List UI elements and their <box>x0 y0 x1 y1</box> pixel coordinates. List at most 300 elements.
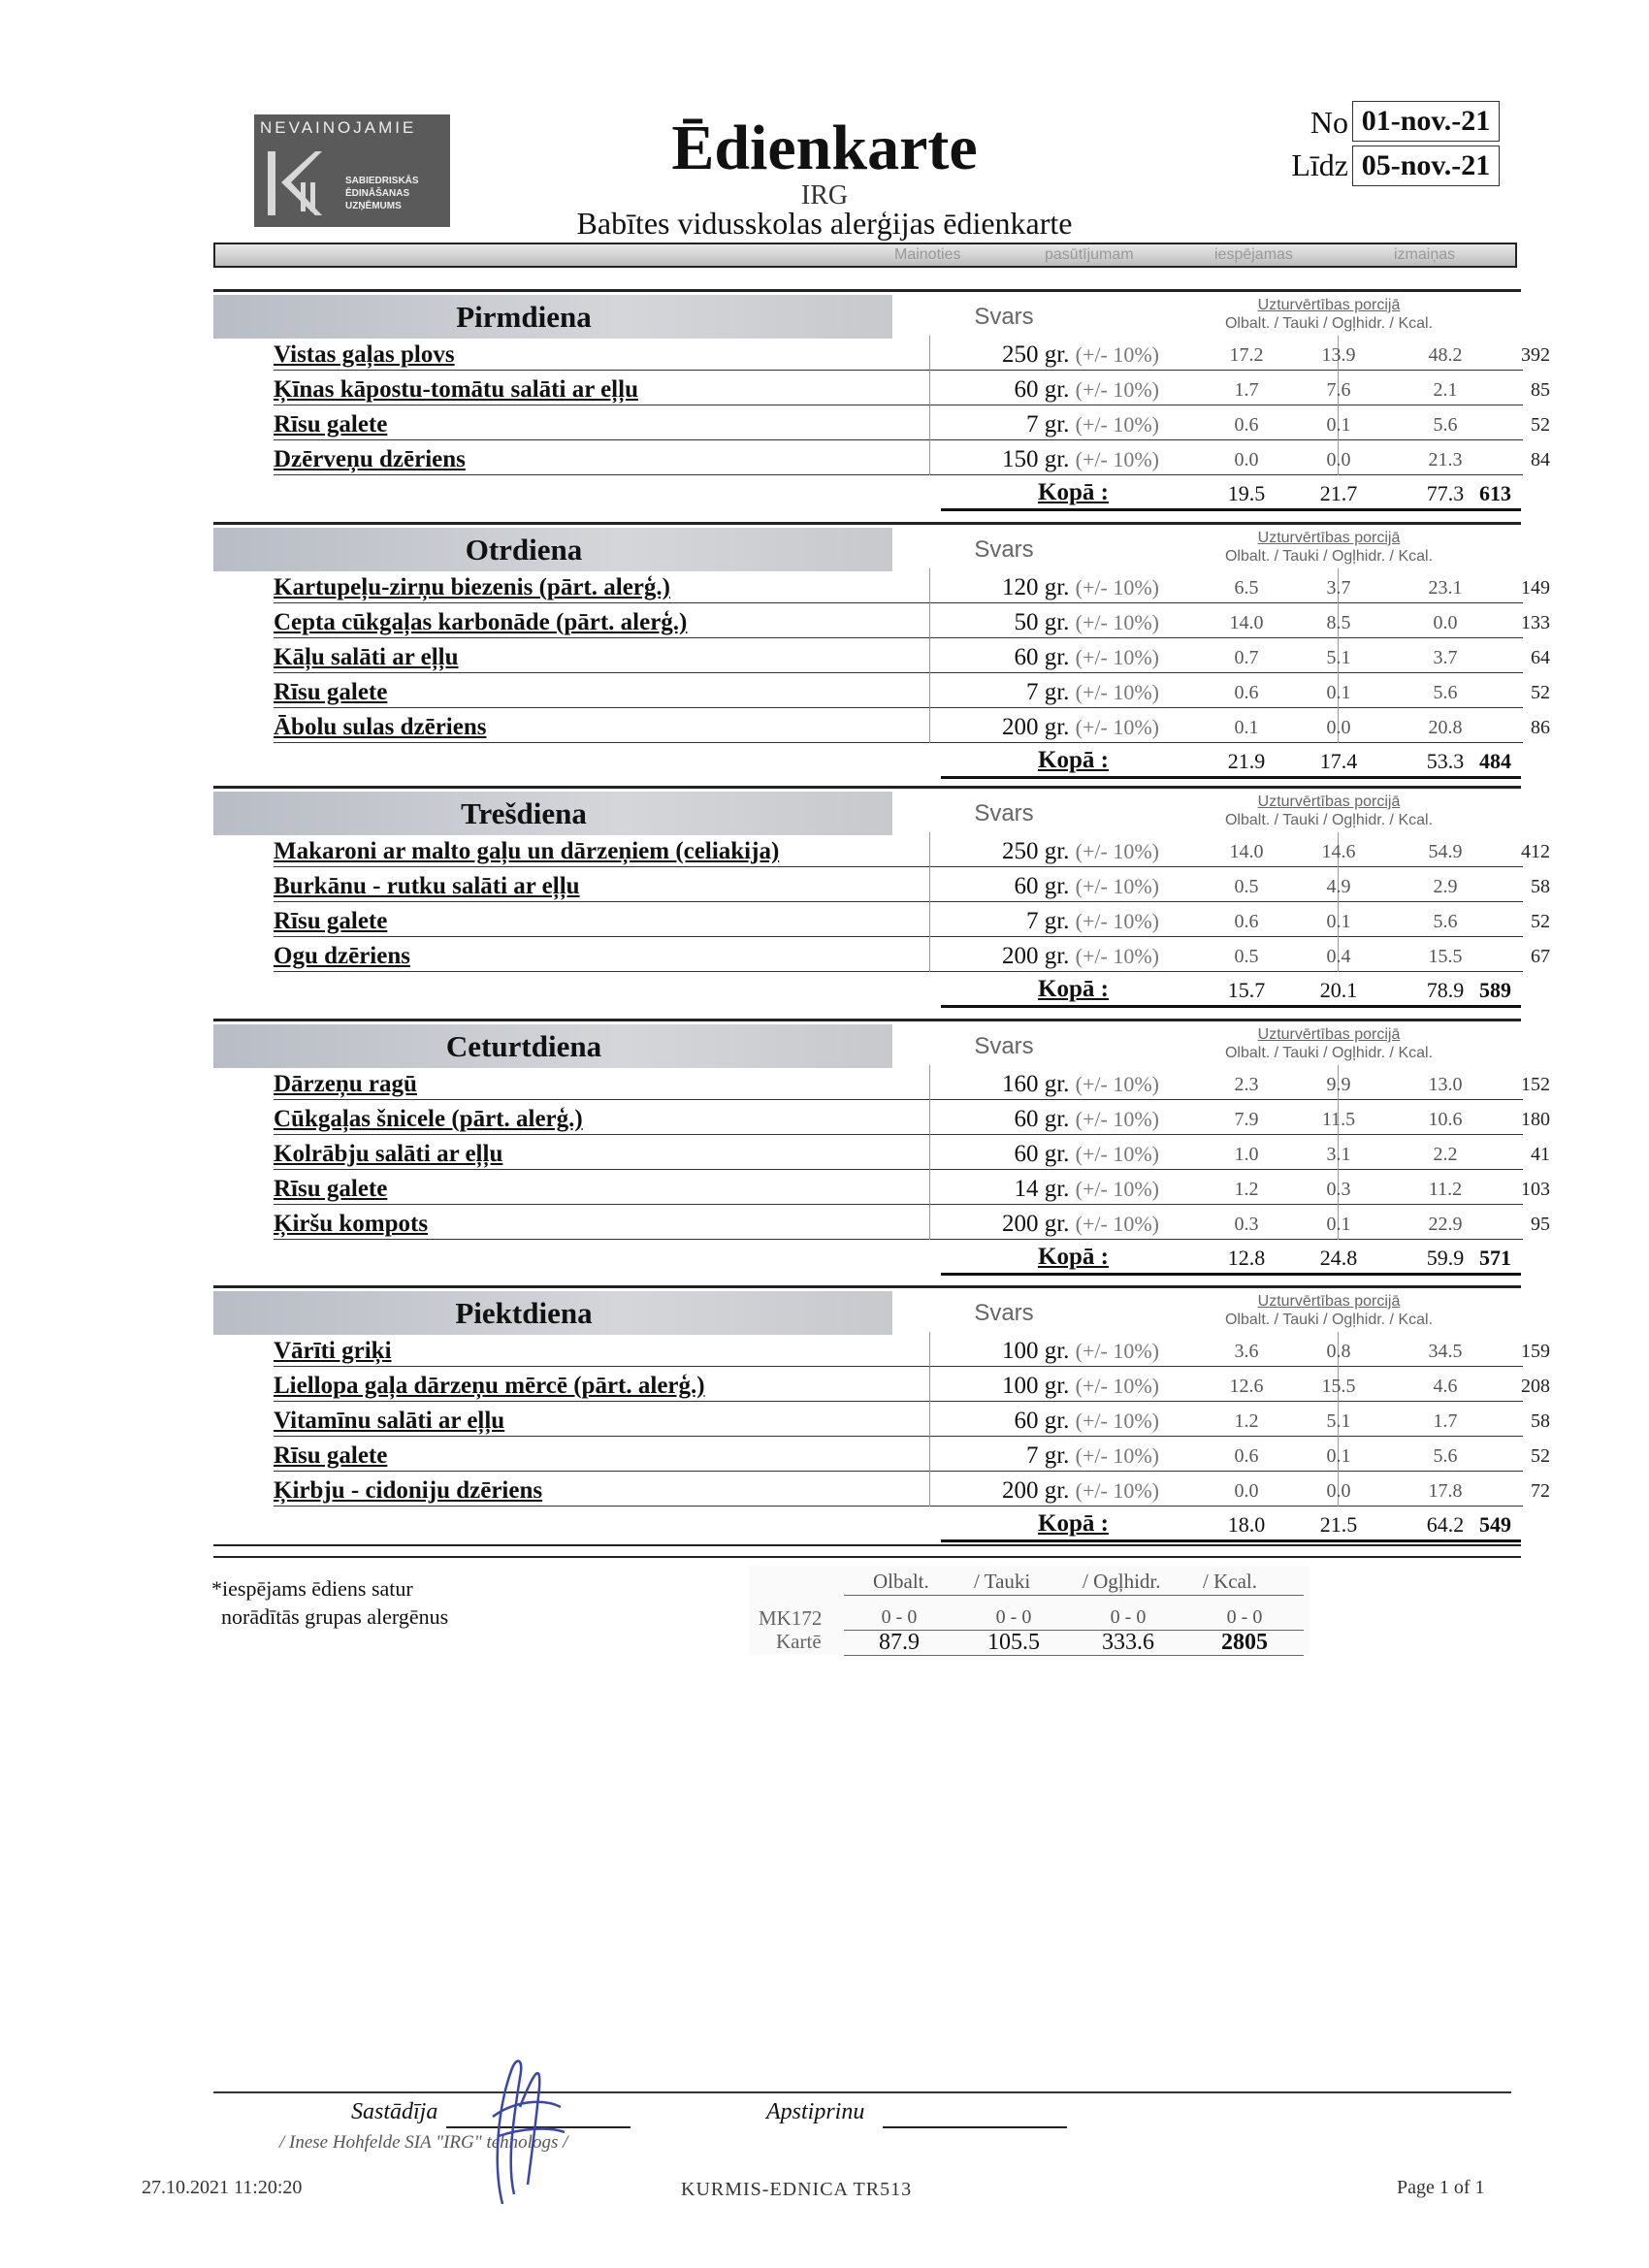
summary-row-label: MK172 <box>759 1606 823 1630</box>
nutrition-header <box>1145 1292 1513 1329</box>
approved-sign-line <box>883 2126 1067 2128</box>
carb-value: 15.5 <box>1428 946 1463 967</box>
dish-weight <box>931 574 1159 601</box>
notice-word: Mainoties <box>894 246 961 263</box>
dish-weight <box>931 1176 1159 1203</box>
fat-value: 3.1 <box>1326 1144 1351 1165</box>
kcal-value: 85 <box>1531 379 1550 401</box>
total-carb: 59.9 <box>1426 1246 1465 1270</box>
total-kcal: 589 <box>1479 978 1511 1002</box>
day-total-row <box>941 743 1521 779</box>
protein-value: 0.7 <box>1234 647 1259 668</box>
summary-header: / Ogļhidr. <box>1083 1570 1161 1593</box>
protein-value: 0.5 <box>1234 946 1259 967</box>
protein-value: 1.2 <box>1234 1179 1259 1200</box>
dish-weight <box>931 376 1159 404</box>
fat-value: 7.6 <box>1326 379 1351 401</box>
total-label: Kopā : <box>1038 1244 1109 1270</box>
kcal-value: 52 <box>1531 911 1550 932</box>
carb-value: 13.0 <box>1428 1074 1463 1095</box>
day-header <box>213 289 1521 339</box>
carb-value: 0.0 <box>1433 612 1458 633</box>
weight-value: 60 gr. <box>1014 1408 1070 1434</box>
kcal-value: 208 <box>1521 1376 1550 1397</box>
weight-value: 60 gr. <box>1014 873 1070 899</box>
protein-value: 1.2 <box>1234 1410 1259 1432</box>
day-header <box>213 786 1521 835</box>
carb-value: 22.9 <box>1428 1214 1463 1235</box>
allergen-note-line: *iespējams ēdiens satur <box>211 1576 413 1601</box>
weight-value: 200 gr. <box>1001 1211 1070 1237</box>
dish-name: Makaroni ar malto gaļu un dārzeņiem (celiakija) <box>274 838 780 864</box>
weight-header: Svars <box>974 1033 1034 1059</box>
dish-row <box>252 1100 1550 1135</box>
weight-tolerance: (+/- 10%) <box>1075 342 1159 367</box>
fat-value: 11.5 <box>1321 1109 1356 1130</box>
dish-row <box>252 1065 1550 1100</box>
kcal-value: 149 <box>1521 577 1550 599</box>
total-fat: 21.5 <box>1319 1512 1358 1537</box>
carb-value: 5.6 <box>1433 682 1458 703</box>
protein-value: 14.0 <box>1229 841 1264 862</box>
weight-tolerance: (+/- 10%) <box>1075 1177 1159 1201</box>
summary-total: 105.5 <box>987 1630 1040 1655</box>
fat-value: 0.3 <box>1326 1179 1351 1200</box>
dish-name: Rīsu galete <box>274 1176 388 1202</box>
carb-value: 2.2 <box>1433 1144 1458 1165</box>
weight-tolerance: (+/- 10%) <box>1075 874 1159 898</box>
summary-total: 87.9 <box>879 1630 920 1655</box>
carb-value: 5.6 <box>1433 1445 1458 1467</box>
dish-name: Cūkgaļas šnicele (pārt. alerģ.) <box>274 1106 583 1132</box>
total-protein: 19.5 <box>1227 481 1266 505</box>
dish-weight <box>931 1408 1159 1435</box>
fat-value: 0.1 <box>1326 1214 1351 1235</box>
nutrition-header <box>1145 296 1513 333</box>
weight-value: 7 gr. <box>1025 411 1070 437</box>
document-code: KURMIS-EDNICA TR513 <box>681 2179 913 2200</box>
weight-tolerance: (+/- 10%) <box>1075 1374 1159 1398</box>
summary-total: 333.6 <box>1102 1630 1154 1655</box>
approved-label: Apstiprinu <box>766 2099 865 2124</box>
dish-name: Liellopa gaļa dārzeņu mērcē (pārt. alerģ.) <box>274 1373 705 1399</box>
total-carb: 64.2 <box>1426 1512 1465 1537</box>
total-fat: 21.7 <box>1319 481 1358 505</box>
protein-value: 0.1 <box>1234 717 1259 738</box>
weight-tolerance: (+/- 10%) <box>1075 839 1159 863</box>
protein-value: 0.5 <box>1234 876 1259 897</box>
kcal-value: 159 <box>1521 1341 1550 1362</box>
fat-value: 13.9 <box>1321 344 1356 366</box>
day-name: Piektdiena <box>213 1291 892 1335</box>
total-label: Kopā : <box>1038 747 1109 773</box>
total-kcal: 484 <box>1479 749 1511 773</box>
dish-row <box>252 603 1550 638</box>
nutrition-header <box>1145 529 1513 566</box>
dish-row <box>252 708 1550 743</box>
summary-table <box>749 1566 1310 1655</box>
dish-name: Ķīnas kāpostu-tomātu salāti ar eļļu <box>274 376 638 403</box>
weight-tolerance: (+/- 10%) <box>1075 447 1159 471</box>
dish-row <box>252 867 1550 902</box>
carb-value: 5.6 <box>1433 911 1458 932</box>
nutrition-columns: Olbalt. / Tauki / Ogļhidr. / Kcal. <box>1224 812 1434 828</box>
dish-row <box>252 1367 1550 1402</box>
fat-value: 0.0 <box>1326 1480 1351 1502</box>
dish-name: Rīsu galete <box>274 1442 388 1469</box>
nutrition-title: Uzturvērtības porcijā <box>1257 1293 1401 1310</box>
kcal-value: 392 <box>1521 344 1550 366</box>
weight-tolerance: (+/- 10%) <box>1075 412 1159 437</box>
dish-row <box>252 336 1550 371</box>
dish-row <box>252 638 1550 673</box>
carb-value: 17.8 <box>1428 1480 1463 1502</box>
total-label: Kopā : <box>1038 976 1109 1002</box>
weight-value: 7 gr. <box>1025 908 1070 934</box>
dish-name: Ķirbju - cidoniju dzēriens <box>274 1477 543 1504</box>
protein-value: 2.3 <box>1234 1074 1259 1095</box>
day-name: Trešdiena <box>213 792 892 835</box>
kcal-value: 103 <box>1521 1179 1550 1200</box>
fat-value: 3.7 <box>1326 577 1351 599</box>
weight-value: 200 gr. <box>1001 943 1070 969</box>
weight-value: 50 gr. <box>1014 609 1070 635</box>
protein-value: 17.2 <box>1229 344 1264 366</box>
kcal-value: 152 <box>1521 1074 1550 1095</box>
carb-value: 11.2 <box>1428 1179 1463 1200</box>
menu-end-bar <box>213 1544 1521 1558</box>
day-total-row <box>941 972 1521 1008</box>
protein-value: 0.6 <box>1234 682 1259 703</box>
dish-name: Ķiršu kompots <box>274 1211 429 1237</box>
nutrition-columns: Olbalt. / Tauki / Ogļhidr. / Kcal. <box>1224 315 1434 332</box>
day-total-row <box>941 475 1521 511</box>
carb-value: 1.7 <box>1433 1410 1458 1432</box>
compiled-by: / Inese Hohfelde SIA "IRG" tehnologs / <box>279 2132 568 2153</box>
weight-value: 250 gr. <box>1001 341 1070 368</box>
dish-row <box>252 832 1550 867</box>
weight-tolerance: (+/- 10%) <box>1075 1107 1159 1131</box>
weight-value: 160 gr. <box>1001 1071 1070 1097</box>
dish-row <box>252 440 1550 475</box>
day-name: Otrdiena <box>213 528 892 571</box>
weight-value: 7 gr. <box>1025 679 1070 705</box>
dish-name: Rīsu galete <box>274 679 388 705</box>
weight-tolerance: (+/- 10%) <box>1075 1072 1159 1096</box>
carb-value: 54.9 <box>1428 841 1463 862</box>
dish-row <box>252 1437 1550 1472</box>
page-title: Ēdienkarte <box>671 113 978 183</box>
nutrition-header <box>1145 1025 1513 1062</box>
carb-value: 21.3 <box>1428 449 1463 470</box>
kcal-value: 133 <box>1521 612 1550 633</box>
dish-row <box>252 1170 1550 1205</box>
carb-value: 2.1 <box>1433 379 1458 401</box>
dish-name: Kāļu salāti ar eļļu <box>274 644 459 670</box>
dish-name: Ogu dzēriens <box>274 943 410 969</box>
carb-value: 34.5 <box>1428 1341 1463 1362</box>
dish-name: Kartupeļu-zirņu biezenis (pārt. alerģ.) <box>274 574 670 600</box>
dish-row <box>252 937 1550 972</box>
dish-weight <box>931 446 1159 473</box>
weight-value: 60 gr. <box>1014 1106 1070 1132</box>
fat-value: 14.6 <box>1321 841 1356 862</box>
dish-weight <box>931 908 1159 935</box>
dish-weight <box>931 838 1159 865</box>
weight-value: 200 gr. <box>1001 714 1070 740</box>
weight-value: 60 gr. <box>1014 1141 1070 1167</box>
carb-value: 48.2 <box>1428 344 1463 366</box>
dish-weight <box>931 1106 1159 1133</box>
dish-weight <box>931 609 1159 636</box>
kcal-value: 52 <box>1531 682 1550 703</box>
from-label: No <box>1310 105 1348 140</box>
summary-total: 2805 <box>1221 1630 1268 1655</box>
dish-name: Dārzeņu ragū <box>274 1071 417 1097</box>
total-carb: 78.9 <box>1426 978 1465 1002</box>
protein-value: 6.5 <box>1234 577 1259 599</box>
fat-value: 4.9 <box>1326 876 1351 897</box>
weight-value: 100 gr. <box>1001 1373 1070 1399</box>
fat-value: 0.1 <box>1326 1445 1351 1467</box>
dish-name: Dzērveņu dzēriens <box>274 446 466 472</box>
dish-weight <box>931 644 1159 671</box>
dish-row <box>252 1402 1550 1437</box>
company-logo <box>254 114 450 227</box>
weight-tolerance: (+/- 10%) <box>1075 1212 1159 1236</box>
dish-weight <box>931 1442 1159 1470</box>
allergen-note <box>211 1574 448 1631</box>
dish-weight <box>931 411 1159 438</box>
day-header <box>213 1285 1521 1335</box>
weight-value: 150 gr. <box>1001 446 1070 472</box>
dish-weight <box>931 679 1159 706</box>
summary-cell: 0 - 0 <box>1226 1606 1263 1628</box>
to-label: Līdz <box>1291 147 1348 182</box>
dish-row <box>252 1205 1550 1240</box>
fat-value: 0.1 <box>1326 911 1351 932</box>
dish-name: Vistas gaļas plovs <box>274 341 455 368</box>
notice-bar <box>213 243 1517 268</box>
kcal-value: 58 <box>1531 876 1550 897</box>
weight-tolerance: (+/- 10%) <box>1075 575 1159 599</box>
to-date: 05-nov.-21 <box>1352 146 1500 186</box>
fat-value: 15.5 <box>1321 1376 1356 1397</box>
total-fat: 24.8 <box>1319 1246 1358 1270</box>
handwritten-signature <box>464 2049 570 2214</box>
day-name: Pirmdiena <box>213 295 892 339</box>
dish-name: Rīsu galete <box>274 908 388 934</box>
protein-value: 0.3 <box>1234 1214 1259 1235</box>
weight-value: 14 gr. <box>1014 1176 1070 1202</box>
fat-value: 0.0 <box>1326 449 1351 470</box>
total-label: Kopā : <box>1038 1510 1109 1537</box>
weight-tolerance: (+/- 10%) <box>1075 680 1159 704</box>
kcal-value: 86 <box>1531 717 1550 738</box>
dish-name: Kolrābju salāti ar eļļu <box>274 1141 503 1167</box>
allergen-note-line: norādītās grupas alergēnus <box>221 1604 449 1629</box>
weight-header: Svars <box>974 1300 1034 1326</box>
dish-name: Vārīti griķi <box>274 1338 392 1364</box>
kcal-value: 52 <box>1531 414 1550 436</box>
weight-tolerance: (+/- 10%) <box>1075 377 1159 402</box>
weight-tolerance: (+/- 10%) <box>1075 1409 1159 1433</box>
from-date: 01-nov.-21 <box>1352 101 1500 142</box>
fat-value: 5.1 <box>1326 1410 1351 1432</box>
total-protein: 18.0 <box>1227 1512 1266 1537</box>
weight-value: 60 gr. <box>1014 376 1070 403</box>
day-name: Ceturtdiena <box>213 1024 892 1068</box>
dish-name: Cepta cūkgaļas karbonāde (pārt. alerģ.) <box>274 609 688 635</box>
dish-weight <box>931 1373 1159 1400</box>
summary-header: Olbalt. <box>873 1570 929 1593</box>
notice-word: pasūtījumam <box>1045 246 1134 263</box>
kcal-value: 41 <box>1531 1144 1550 1165</box>
dish-row <box>252 1332 1550 1367</box>
kcal-value: 180 <box>1521 1109 1550 1130</box>
total-carb: 53.3 <box>1426 749 1465 773</box>
total-fat: 17.4 <box>1319 749 1358 773</box>
weight-tolerance: (+/- 10%) <box>1075 1339 1159 1363</box>
day-header <box>213 1019 1521 1068</box>
nutrition-columns: Olbalt. / Tauki / Ogļhidr. / Kcal. <box>1224 548 1434 565</box>
org-name: IRG <box>800 180 849 211</box>
total-kcal: 613 <box>1479 481 1511 505</box>
nutrition-title: Uzturvērtības porcijā <box>1257 530 1401 546</box>
notice-word: iespējamas <box>1214 246 1293 263</box>
fat-value: 5.1 <box>1326 647 1351 668</box>
dish-row <box>252 405 1550 440</box>
total-fat: 20.1 <box>1319 978 1358 1002</box>
dish-weight <box>931 1071 1159 1098</box>
weight-header: Svars <box>974 304 1034 330</box>
dish-row <box>252 1135 1550 1170</box>
page-subtitle: Babītes vidusskolas alerģijas ēdienkarte <box>576 206 1073 241</box>
total-protein: 12.8 <box>1227 1246 1266 1270</box>
nutrition-title: Uzturvērtības porcijā <box>1257 297 1401 313</box>
carb-value: 23.1 <box>1428 577 1463 599</box>
dish-name: Vitamīnu salāti ar eļļu <box>274 1408 505 1434</box>
summary-cell: 0 - 0 <box>1110 1606 1147 1628</box>
day-header <box>213 522 1521 571</box>
carb-value: 4.6 <box>1433 1376 1458 1397</box>
protein-value: 7.9 <box>1234 1109 1259 1130</box>
weight-tolerance: (+/- 10%) <box>1075 610 1159 634</box>
logo-side-text: SABIEDRISKĀS ĒDINĀŠANAS UZŅĒMUMS <box>345 176 419 211</box>
summary-row-label: Kartē <box>776 1630 822 1653</box>
logo-fork-icon <box>262 144 349 221</box>
fat-value: 0.1 <box>1326 682 1351 703</box>
carb-value: 2.9 <box>1433 876 1458 897</box>
dish-name: Rīsu galete <box>274 411 388 437</box>
print-timestamp: 27.10.2021 11:20:20 <box>142 2177 303 2198</box>
weight-value: 60 gr. <box>1014 644 1070 670</box>
dish-row <box>252 1472 1550 1507</box>
protein-value: 0.0 <box>1234 449 1259 470</box>
nutrition-title: Uzturvērtības porcijā <box>1257 1026 1401 1043</box>
weight-value: 200 gr. <box>1001 1477 1070 1504</box>
dish-weight <box>931 943 1159 970</box>
carb-value: 20.8 <box>1428 717 1463 738</box>
kcal-value: 58 <box>1531 1410 1550 1432</box>
fat-value: 8.5 <box>1326 612 1351 633</box>
total-kcal: 549 <box>1479 1512 1511 1537</box>
logo-top-text: NEVAINOJAMIE <box>260 118 417 137</box>
weight-tolerance: (+/- 10%) <box>1075 1478 1159 1503</box>
weight-tolerance: (+/- 10%) <box>1075 1443 1159 1468</box>
total-carb: 77.3 <box>1426 481 1465 505</box>
weight-tolerance: (+/- 10%) <box>1075 1142 1159 1166</box>
protein-value: 14.0 <box>1229 612 1264 633</box>
nutrition-header <box>1145 793 1513 829</box>
fat-value: 0.4 <box>1326 946 1351 967</box>
dish-row <box>252 673 1550 708</box>
fat-value: 0.8 <box>1326 1341 1351 1362</box>
dish-weight <box>931 1477 1159 1505</box>
page-number: Page 1 of 1 <box>1397 2177 1485 2198</box>
dish-row <box>252 902 1550 937</box>
total-protein: 15.7 <box>1227 978 1266 1002</box>
weight-tolerance: (+/- 10%) <box>1075 645 1159 669</box>
dish-weight <box>931 1338 1159 1365</box>
weight-value: 250 gr. <box>1001 838 1070 864</box>
dish-weight <box>931 341 1159 369</box>
nutrition-columns: Olbalt. / Tauki / Ogļhidr. / Kcal. <box>1224 1045 1434 1061</box>
protein-value: 12.6 <box>1229 1376 1264 1397</box>
fat-value: 0.0 <box>1326 717 1351 738</box>
dish-weight <box>931 714 1159 741</box>
total-protein: 21.9 <box>1227 749 1266 773</box>
dish-row <box>252 568 1550 603</box>
nutrition-title: Uzturvērtības porcijā <box>1257 794 1401 810</box>
weight-value: 100 gr. <box>1001 1338 1070 1364</box>
day-total-row <box>941 1240 1521 1276</box>
protein-value: 1.7 <box>1234 379 1259 401</box>
kcal-value: 72 <box>1531 1480 1550 1502</box>
kcal-value: 67 <box>1531 946 1550 967</box>
dish-name: Burkānu - rutku salāti ar eļļu <box>274 873 580 899</box>
carb-value: 5.6 <box>1433 414 1458 436</box>
carb-value: 10.6 <box>1428 1109 1463 1130</box>
day-total-row <box>941 1507 1521 1542</box>
protein-value: 0.6 <box>1234 1445 1259 1467</box>
dish-weight <box>931 1211 1159 1238</box>
dish-weight <box>931 1141 1159 1168</box>
carb-value: 3.7 <box>1433 647 1458 668</box>
signature-line <box>213 2091 1511 2093</box>
dish-row <box>252 371 1550 405</box>
protein-value: 0.6 <box>1234 414 1259 436</box>
summary-header: / Kcal. <box>1203 1570 1257 1593</box>
dish-weight <box>931 873 1159 900</box>
dish-name: Ābolu sulas dzēriens <box>274 714 487 740</box>
weight-tolerance: (+/- 10%) <box>1075 944 1159 968</box>
weight-tolerance: (+/- 10%) <box>1075 909 1159 933</box>
weight-tolerance: (+/- 10%) <box>1075 715 1159 739</box>
total-label: Kopā : <box>1038 479 1109 505</box>
protein-value: 0.6 <box>1234 911 1259 932</box>
weight-header: Svars <box>974 536 1034 563</box>
protein-value: 3.6 <box>1234 1341 1259 1362</box>
kcal-value: 52 <box>1531 1445 1550 1467</box>
protein-value: 0.0 <box>1234 1480 1259 1502</box>
fat-value: 9.9 <box>1326 1074 1351 1095</box>
weight-value: 7 gr. <box>1025 1442 1070 1469</box>
summary-header: / Tauki <box>974 1570 1031 1593</box>
weight-value: 120 gr. <box>1001 574 1070 600</box>
protein-value: 1.0 <box>1234 1144 1259 1165</box>
nutrition-columns: Olbalt. / Tauki / Ogļhidr. / Kcal. <box>1224 1312 1434 1328</box>
